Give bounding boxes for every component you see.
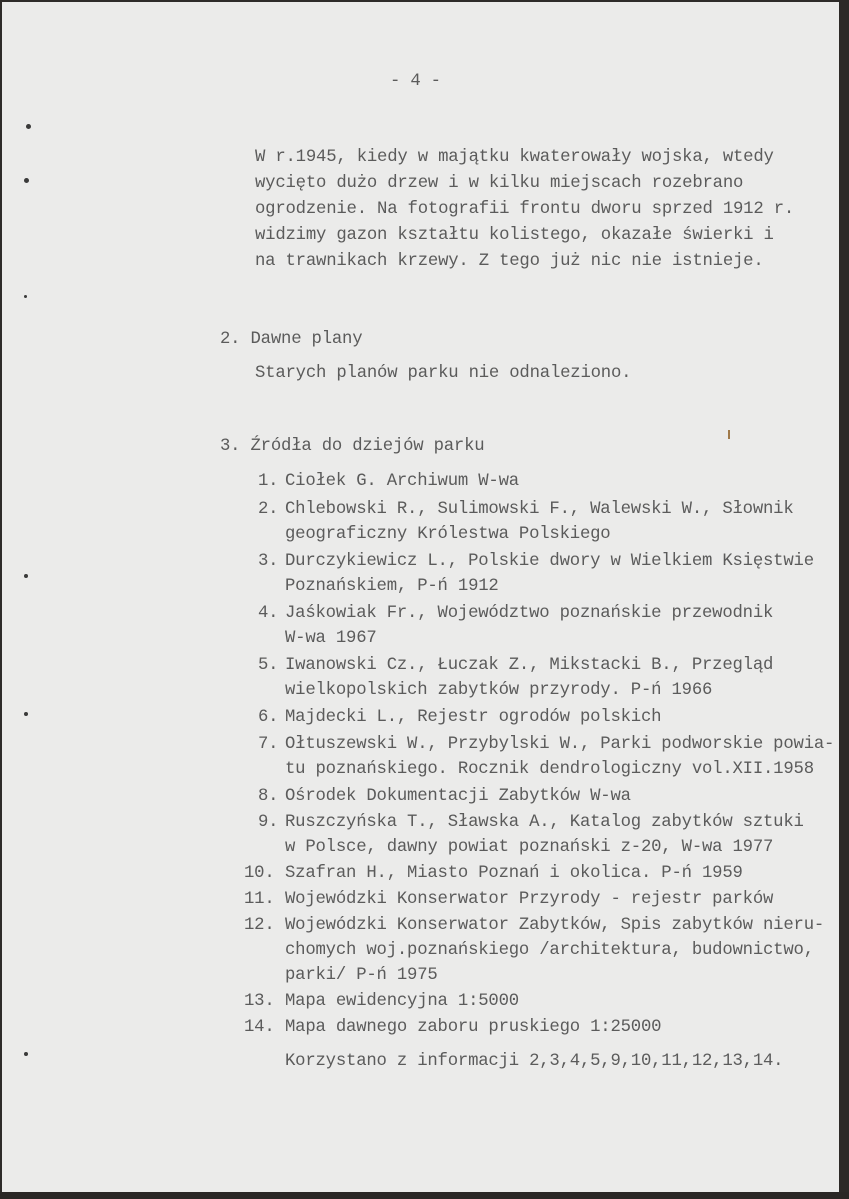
source-num: 5. — [258, 656, 279, 675]
paper-speck — [728, 430, 730, 439]
scan-edge-bottom — [0, 1192, 849, 1199]
source-text: Durczykiewicz L., Polskie dwory w Wielkiem Księstwie — [285, 552, 814, 571]
source-text: Iwanowski Cz., Łuczak Z., Mikstacki B., Przegląd — [285, 656, 774, 675]
source-text: Majdecki L., Rejestr ogrodów polskich — [285, 708, 662, 727]
source-text: geograficzny Królestwa Polskiego — [285, 525, 611, 544]
punch-hole-mark — [26, 124, 31, 129]
source-text: chomych woj.poznańskiego /architektura, budownictwo, — [285, 941, 814, 960]
source-num: 6. — [258, 708, 279, 727]
source-text: parki/ P-ń 1975 — [285, 966, 438, 985]
source-num: 3. — [258, 552, 279, 571]
intro-line: W r.1945, kiedy w majątku kwaterowały wojska, wtedy — [255, 148, 774, 167]
section-3-heading: 3. Źródła do dziejów parku — [220, 437, 485, 456]
intro-line: wycięto dużo drzew i w kilku miejscach rozebrano — [255, 174, 744, 193]
source-text: Ołtuszewski W., Przybylski W., Parki podworskie powia- — [285, 735, 835, 754]
source-num: 9. — [258, 813, 279, 832]
source-text: Szafran H., Miasto Poznań i okolica. P-ń 1959 — [285, 864, 743, 883]
source-text: Ośrodek Dokumentacji Zabytków W-wa — [285, 787, 631, 806]
source-text: Wojewódzki Konserwator Przyrody - rejestr parków — [285, 890, 774, 909]
section-2-heading: 2. Dawne plany — [220, 330, 363, 349]
source-text: Wojewódzki Konserwator Zabytków, Spis zabytków nieru- — [285, 916, 825, 935]
sources-footnote: Korzystano z informacji 2,3,4,5,9,10,11,12,13,14. — [285, 1052, 784, 1071]
source-text: Mapa dawnego zaboru pruskiego 1:25000 — [285, 1018, 662, 1037]
source-num: 1. — [258, 472, 279, 491]
document-page — [2, 2, 839, 1194]
source-text: tu poznańskiego. Rocznik dendrologiczny vol.XII.1958 — [285, 760, 814, 779]
punch-hole-mark — [24, 178, 29, 183]
scan-edge-right — [839, 0, 849, 1199]
section-2-body: Starych planów parku nie odnaleziono. — [255, 364, 632, 383]
source-num: 12. — [244, 916, 275, 935]
punch-hole-mark — [24, 1052, 28, 1056]
source-text: Poznańskiem, P-ń 1912 — [285, 577, 499, 596]
source-text: w Polsce, dawny powiat poznański z-20, W-wa 1977 — [285, 838, 774, 857]
source-num: 2. — [258, 500, 279, 519]
source-text: Chlebowski R., Sulimowski F., Walewski W., Słownik — [285, 500, 794, 519]
intro-line: na trawnikach krzewy. Z tego już nic nie istnieje. — [255, 252, 764, 271]
source-text: wielkopolskich zabytków przyrody. P-ń 1966 — [285, 681, 713, 700]
punch-hole-mark — [24, 574, 28, 578]
punch-hole-mark — [24, 712, 28, 716]
intro-line: ogrodzenie. Na fotografii frontu dworu sprzed 1912 r. — [255, 200, 795, 219]
source-num: 10. — [244, 864, 275, 883]
source-text: Mapa ewidencyjna 1:5000 — [285, 992, 519, 1011]
source-num: 14. — [244, 1018, 275, 1037]
source-num: 4. — [258, 604, 279, 623]
source-num: 13. — [244, 992, 275, 1011]
page-number: - 4 - — [390, 72, 441, 91]
source-text: Ciołek G. Archiwum W-wa — [285, 472, 519, 491]
source-text: W-wa 1967 — [285, 629, 377, 648]
source-num: 11. — [244, 890, 275, 909]
source-text: Ruszczyńska T., Sławska A., Katalog zabytków sztuki — [285, 813, 804, 832]
source-num: 7. — [258, 735, 279, 754]
source-text: Jaśkowiak Fr., Województwo poznańskie przewodnik — [285, 604, 774, 623]
intro-line: widzimy gazon kształtu kolistego, okazałe świerki i — [255, 226, 774, 245]
punch-hole-mark — [24, 295, 27, 298]
source-num: 8. — [258, 787, 279, 806]
